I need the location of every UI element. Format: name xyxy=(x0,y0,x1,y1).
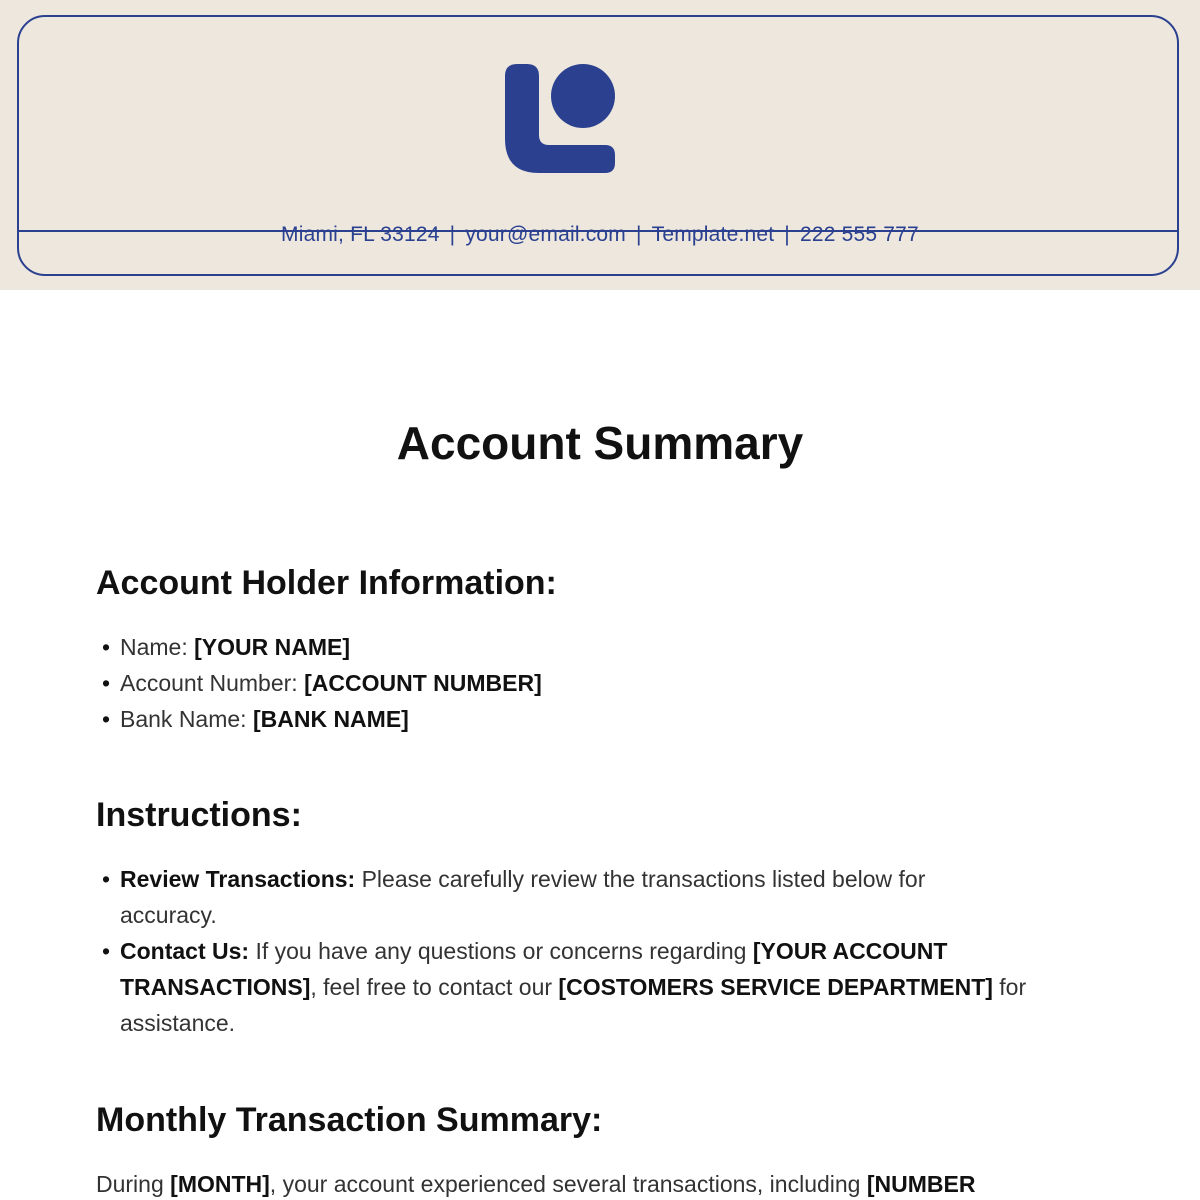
contact-separator: | xyxy=(636,223,642,246)
paragraph-text: During xyxy=(96,1171,171,1197)
contact-placeholder: [YOUR ACCOUNT TRANSACTIONS] xyxy=(120,938,948,1000)
item-value: [BANK NAME] xyxy=(252,706,409,732)
paragraph-text: , your account experienced several transactions, including xyxy=(269,1171,867,1197)
contact-placeholder: [COSTOMERS SERVICE DEPARTMENT] xyxy=(558,974,993,1000)
item-value: [YOUR NAME] xyxy=(194,634,351,660)
monthly-summary-section xyxy=(96,1101,1096,1200)
list-item xyxy=(96,933,1070,1041)
contact-phone: 222 555 777 xyxy=(799,223,919,246)
contact-text: , feel free to contact our xyxy=(310,974,559,1000)
list-item xyxy=(96,701,1096,737)
list-item xyxy=(96,629,1096,665)
review-text: Please carefully review the transactions listed below for accuracy. xyxy=(120,866,926,928)
contact-email[interactable]: your@email.com xyxy=(465,223,626,246)
monthly-summary-heading: Monthly Transaction Summary: xyxy=(96,1101,603,1139)
instructions-section xyxy=(96,796,1096,1041)
item-value: [ACCOUNT NUMBER] xyxy=(304,670,542,696)
item-label: Name: xyxy=(120,634,195,660)
account-holder-section xyxy=(96,564,1096,737)
review-label: Review Transactions: xyxy=(120,866,356,892)
contact-line xyxy=(0,223,1200,247)
contact-address: Miami, FL 33124 xyxy=(281,223,440,246)
instructions-heading: Instructions: xyxy=(96,796,302,834)
contact-text: If you have any questions or concerns regarding xyxy=(249,938,753,964)
contact-label: Contact Us: xyxy=(120,938,250,964)
paragraph-placeholder: [NUMBER xyxy=(866,1171,976,1197)
contact-separator: | xyxy=(784,223,790,246)
contact-website[interactable]: Template.net xyxy=(651,223,775,246)
list-item xyxy=(96,665,1096,701)
list-item xyxy=(96,861,1020,933)
monthly-summary-paragraph xyxy=(96,1166,1096,1200)
contact-text: for assistance. xyxy=(120,974,1027,1036)
item-label: Bank Name: xyxy=(120,706,253,732)
instructions-list xyxy=(96,861,1096,1041)
header-band xyxy=(0,0,1200,290)
item-label: Account Number: xyxy=(120,670,305,696)
page-title: Account Summary xyxy=(396,417,804,469)
contact-separator: | xyxy=(449,223,456,246)
account-holder-heading: Account Holder Information: xyxy=(96,564,557,602)
account-holder-list xyxy=(96,629,1096,737)
paragraph-placeholder: [MONTH] xyxy=(170,1171,270,1197)
brand-logo-icon xyxy=(503,59,617,175)
